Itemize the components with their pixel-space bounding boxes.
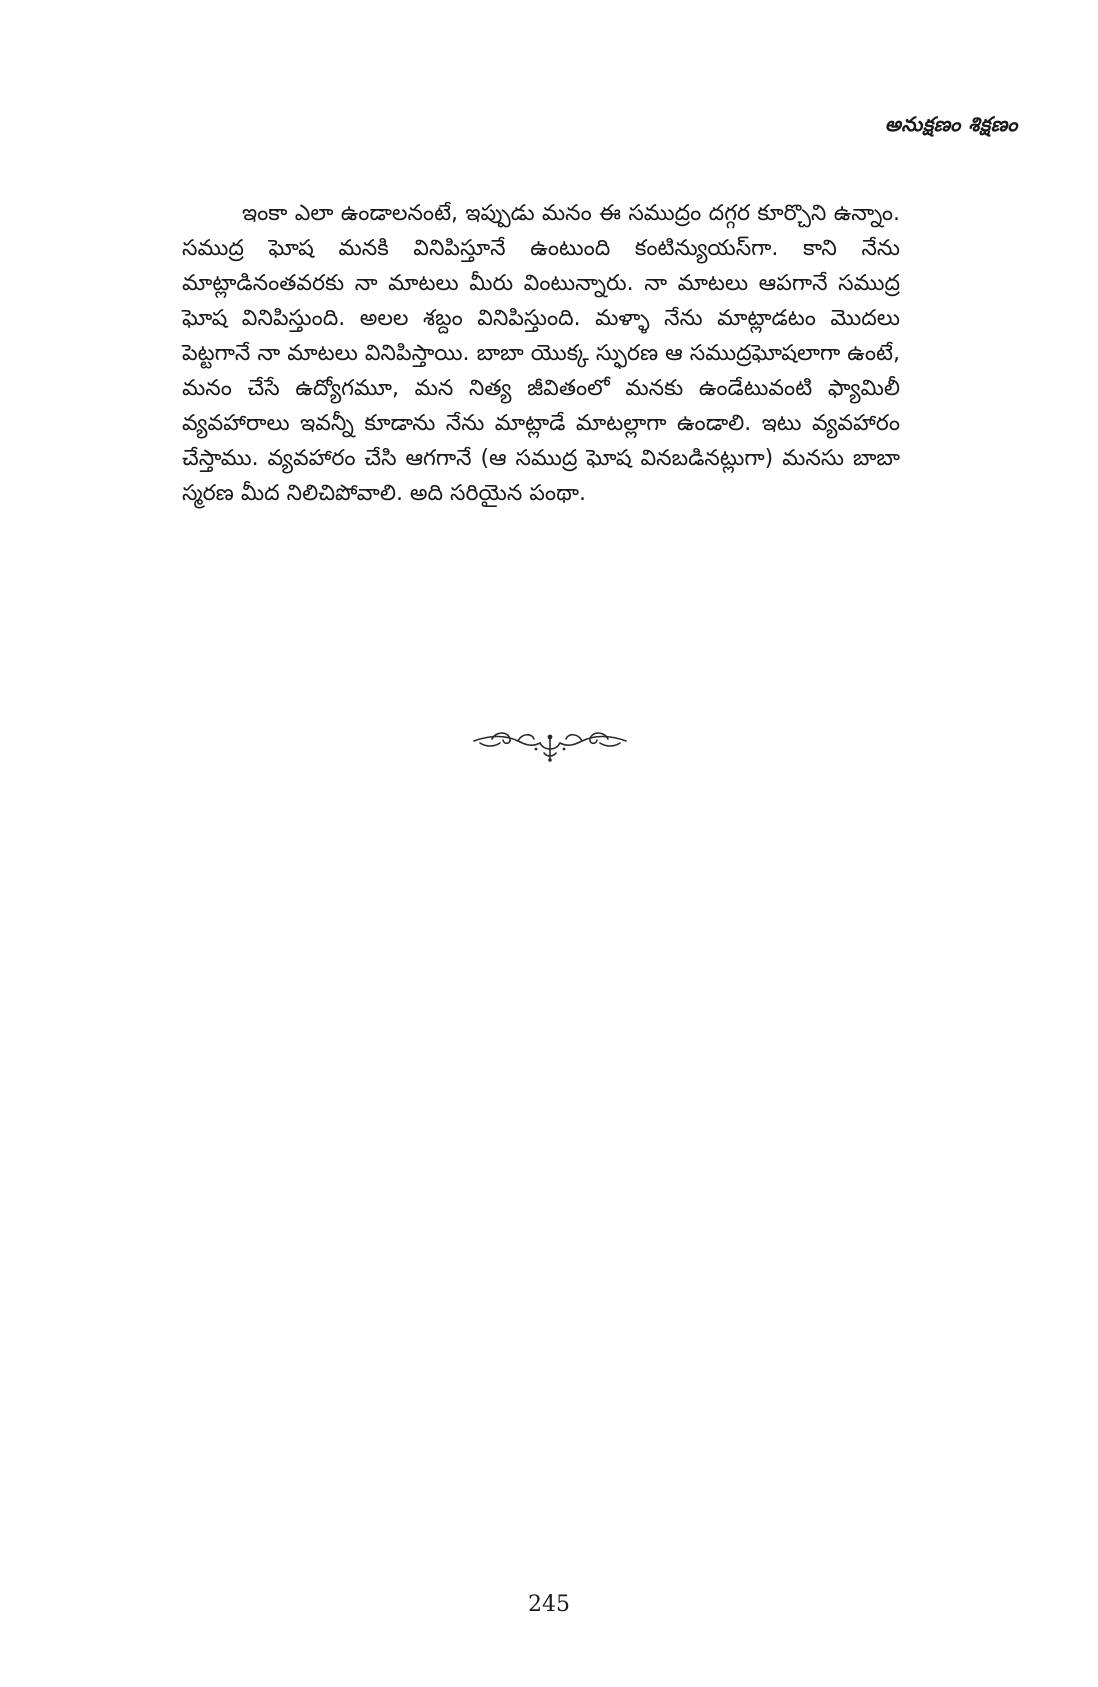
running-header: అనుక్షణం శిక్షణం	[884, 112, 1018, 136]
paragraph: ఇంకా ఎలా ఉండాలనంటే, ఇప్పుడు మనం ఈ సముద్రం దగ్గర కూర్చొని ఉన్నాం. సముద్ర ఘోష మనకి వినిపిస్తూనే ఉంటుంది కంటిన్యుయస్‌గా. కాని నేను మాట్లాడినంతవరకు నా మాటలు మీరు వింటున్నారు. నా మాటలు ఆపగానే సముద్ర ఘోష వినిపిస్తుంది. అలల శబ్దం వినిపిస్తుంది. మళ్ళా నేను మాట్లాడటం మొదలు పెట్టగానే నా మాటలు వినిపిస్తాయి. బాబా యొక్క స్ఫురణ ఆ సముద్రఘోషలాగా ఉంటే, మనం చేసే ఉద్యోగమూ, మన నిత్య జీవితంలో మనకు ఉండేటువంటి ఫ్యామిలీ వ్యవహారాలు ఇవన్నీ కూడాను నేను మాట్లాడే మాటల్లాగా ఉండాలి. ఇటు వ్యవహారం చేస్తాము. వ్యవహారం చేసి ఆగగానే (ఆ సముద్ర ఘోష వినబడినట్లుగా) మనసు బాబా స్మరణ మీద నిలిచిపోవాలి. అది సరియైన పంథా.	[182, 201, 900, 506]
body-text	[182, 196, 900, 511]
page-number: 245	[528, 1592, 570, 1617]
floral-divider-icon	[470, 727, 630, 763]
